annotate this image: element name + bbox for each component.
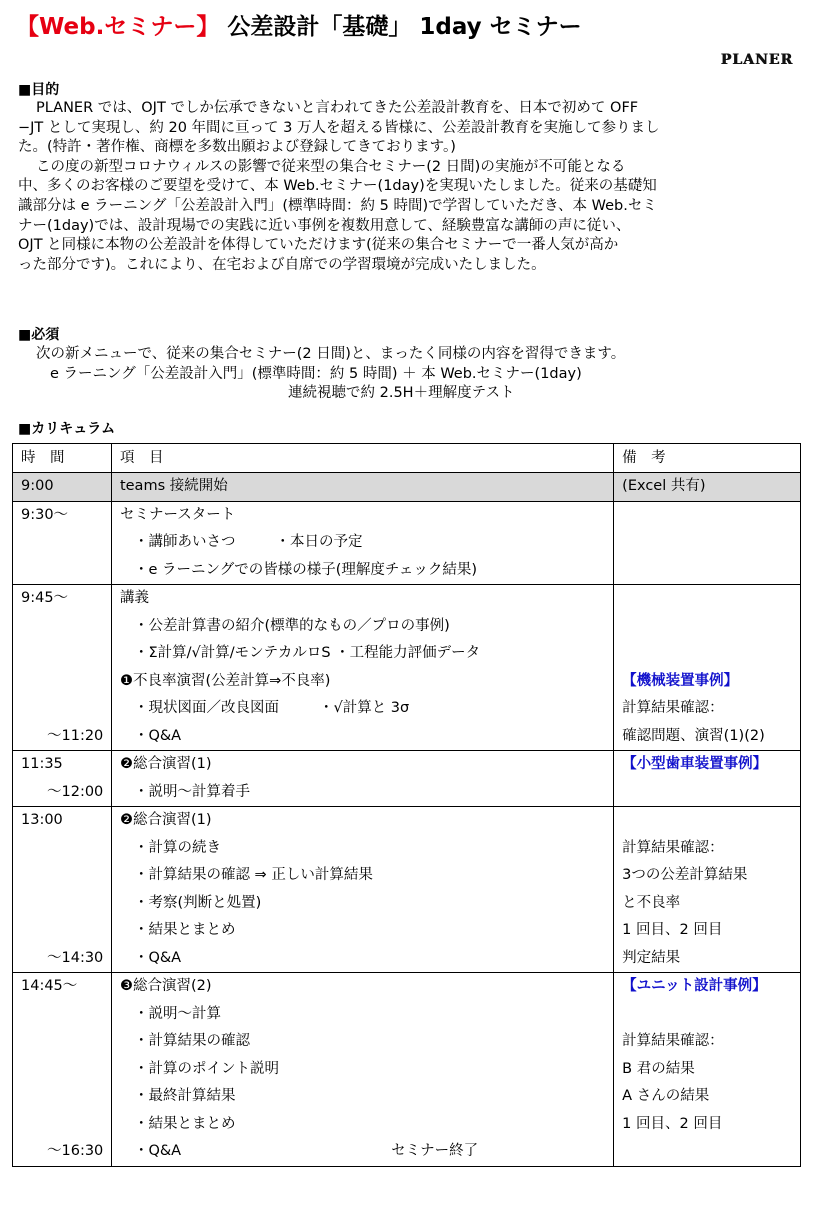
- row-item: ・e ラーニングでの皆様の様子(理解度チェック結果): [133, 561, 478, 578]
- column-header-item: 項 目: [119, 450, 164, 466]
- purpose-line: PLANER では、OJT でしか伝承できないと言われてきた公差設計教育を、日本で初めて OFF: [36, 100, 639, 116]
- row-item-part: ・Q&A: [133, 1143, 182, 1159]
- row-item: ・説明〜計算着手: [133, 783, 250, 800]
- row-time: 9:45〜: [21, 590, 69, 606]
- row-item: ・説明〜計算: [133, 1005, 221, 1022]
- table-row: [13, 751, 801, 807]
- purpose-body: [18, 99, 798, 275]
- row-time-end: 〜12:00: [47, 783, 104, 800]
- row-item: ・Q&A: [133, 727, 182, 744]
- title-tag: 【Web.セミナー】: [16, 14, 220, 40]
- row-item: ❷総合演習(1): [119, 812, 212, 828]
- row-time-end: 〜11:20: [47, 727, 104, 744]
- purpose-line: った部分です)。これにより、在宅および自席での学習環境が完成いたしました。: [18, 256, 546, 273]
- purpose-line: 識部分は e ラーニング「公差設計入門」(標準時間：約 5 時間)で学習していただき、本 Web.セミ: [18, 197, 657, 214]
- row-item: ・最終計算結果: [133, 1088, 236, 1104]
- row-note: 計算結果確認：: [622, 700, 724, 716]
- row-note: 【ユニット設計事例】: [622, 978, 767, 994]
- row-item: ・計算結果の確認: [133, 1033, 250, 1049]
- row-item: [112, 695, 613, 723]
- row-note: 確認問題、演習(1)(2): [622, 727, 765, 744]
- purpose-line: ナー(1day)では、設計現場での実践に近い事例を複数用意して、経験豊富な講師の声に従い、: [18, 217, 631, 234]
- required-line: 連続視聴で約 2.5H＋理解度テスト: [288, 385, 515, 402]
- table-header-row: [13, 444, 801, 473]
- row-item: ❶不良率演習(公差計算⇒不良率): [119, 672, 331, 689]
- purpose-heading: ■目的: [18, 82, 60, 98]
- curriculum-heading: ■カリキュラム: [18, 421, 116, 437]
- required-line: 次の新メニューで、従来の集合セミナー(2 日間)と、まったく同様の内容を習得できます。: [36, 346, 626, 362]
- row-item-part: ・講師あいさつ: [133, 534, 236, 550]
- row-item: ・Σ計算/√計算/モンテカルロS ・工程能力評価データ: [133, 645, 481, 661]
- row-note: 3つの公差計算結果: [622, 867, 748, 883]
- row-time: 9:00: [21, 478, 54, 494]
- row-item: ❷総合演習(1): [119, 756, 212, 772]
- row-item: ・計算の続き: [133, 839, 221, 856]
- row-note: 計算結果確認：: [622, 839, 724, 856]
- purpose-line: 中、多くのお客様のご要望を受けて、本 Web.セミナー(1day)を実現いたしました。従来の基礎知: [18, 178, 657, 195]
- required-line: e ラーニング「公差設計入門」(標準時間：約 5 時間) ＋ 本 Web.セミナー(1day): [50, 365, 582, 382]
- required-body: [18, 345, 798, 404]
- row-note: 【小型歯車装置事例】: [622, 756, 768, 772]
- required-heading: ■必須: [18, 327, 60, 343]
- row-item: ・結果とまとめ: [133, 1115, 236, 1132]
- planer-logo: PLANER: [720, 52, 793, 68]
- row-item: [112, 529, 613, 557]
- table-row: [13, 585, 801, 751]
- seminar-end-label: セミナー終了: [391, 1143, 479, 1159]
- column-header-time: 時 間: [21, 450, 65, 466]
- row-note: (Excel 共有): [622, 478, 706, 494]
- row-item: ・公差計算書の紹介(標準的なもの／プロの事例): [133, 617, 450, 634]
- row-item: セミナースタート: [119, 506, 236, 523]
- row-item: [112, 1138, 613, 1166]
- table-row: [13, 973, 801, 1167]
- table-row: [13, 473, 801, 502]
- row-note: と不良率: [622, 894, 681, 911]
- row-time: 14:45〜: [21, 978, 78, 994]
- row-note: 1 回目、2 回目: [622, 1115, 723, 1132]
- purpose-line: この度の新型コロナウィルスの影響で従来型の集合セミナー(2 日間)の実施が不可能となる: [36, 158, 626, 175]
- row-time: 13:00: [21, 812, 63, 828]
- row-item: ・計算結果の確認 ⇒ 正しい計算結果: [133, 867, 373, 883]
- table-row: [13, 501, 801, 585]
- row-time: 9:30〜: [21, 506, 69, 523]
- row-note: 【機械装置事例】: [622, 672, 739, 689]
- row-time-end: 〜14:30: [47, 949, 104, 966]
- title-main: 公差設計「基礎」 1day セミナー: [227, 14, 582, 40]
- row-time-end: 〜16:30: [47, 1143, 104, 1159]
- row-item: ・考察(判断と処置): [133, 894, 262, 911]
- row-item: ・結果とまとめ: [133, 922, 236, 938]
- row-note: 計算結果確認：: [622, 1033, 724, 1049]
- purpose-line: OJT と同様に本物の公差設計を体得していただけます(従来の集合セミナーで一番人気が高か: [18, 237, 619, 254]
- row-note: 1 回目、2 回目: [622, 922, 723, 938]
- table-row: [13, 807, 801, 973]
- row-time: 11:35: [21, 756, 63, 772]
- row-note: A さんの結果: [622, 1088, 710, 1104]
- row-item: teams 接続開始: [119, 478, 228, 494]
- row-item: ❸総合演習(2): [119, 978, 212, 994]
- column-header-note: 備 考: [622, 450, 666, 466]
- row-note: B 君の結果: [622, 1060, 695, 1077]
- row-item-part: ・本日の予定: [275, 534, 363, 550]
- row-item-part: ・現状図面／改良図面: [133, 700, 279, 716]
- purpose-line: た。(特許・著作権、商標を多数出願および登録してきております。): [18, 139, 456, 156]
- row-item: ・Q&A: [133, 949, 182, 966]
- purpose-line: −JT として実現し、約 20 年間に亘って 3 万人を超える皆様に、公差設計教育を実施して参りまし: [18, 119, 660, 136]
- row-item: 講義: [119, 590, 149, 606]
- row-item-part: ・√計算と 3σ: [318, 700, 410, 716]
- row-note: 判定結果: [622, 949, 681, 966]
- curriculum-table: [12, 443, 801, 1167]
- row-item: ・計算のポイント説明: [133, 1060, 279, 1077]
- page-title: [16, 10, 582, 44]
